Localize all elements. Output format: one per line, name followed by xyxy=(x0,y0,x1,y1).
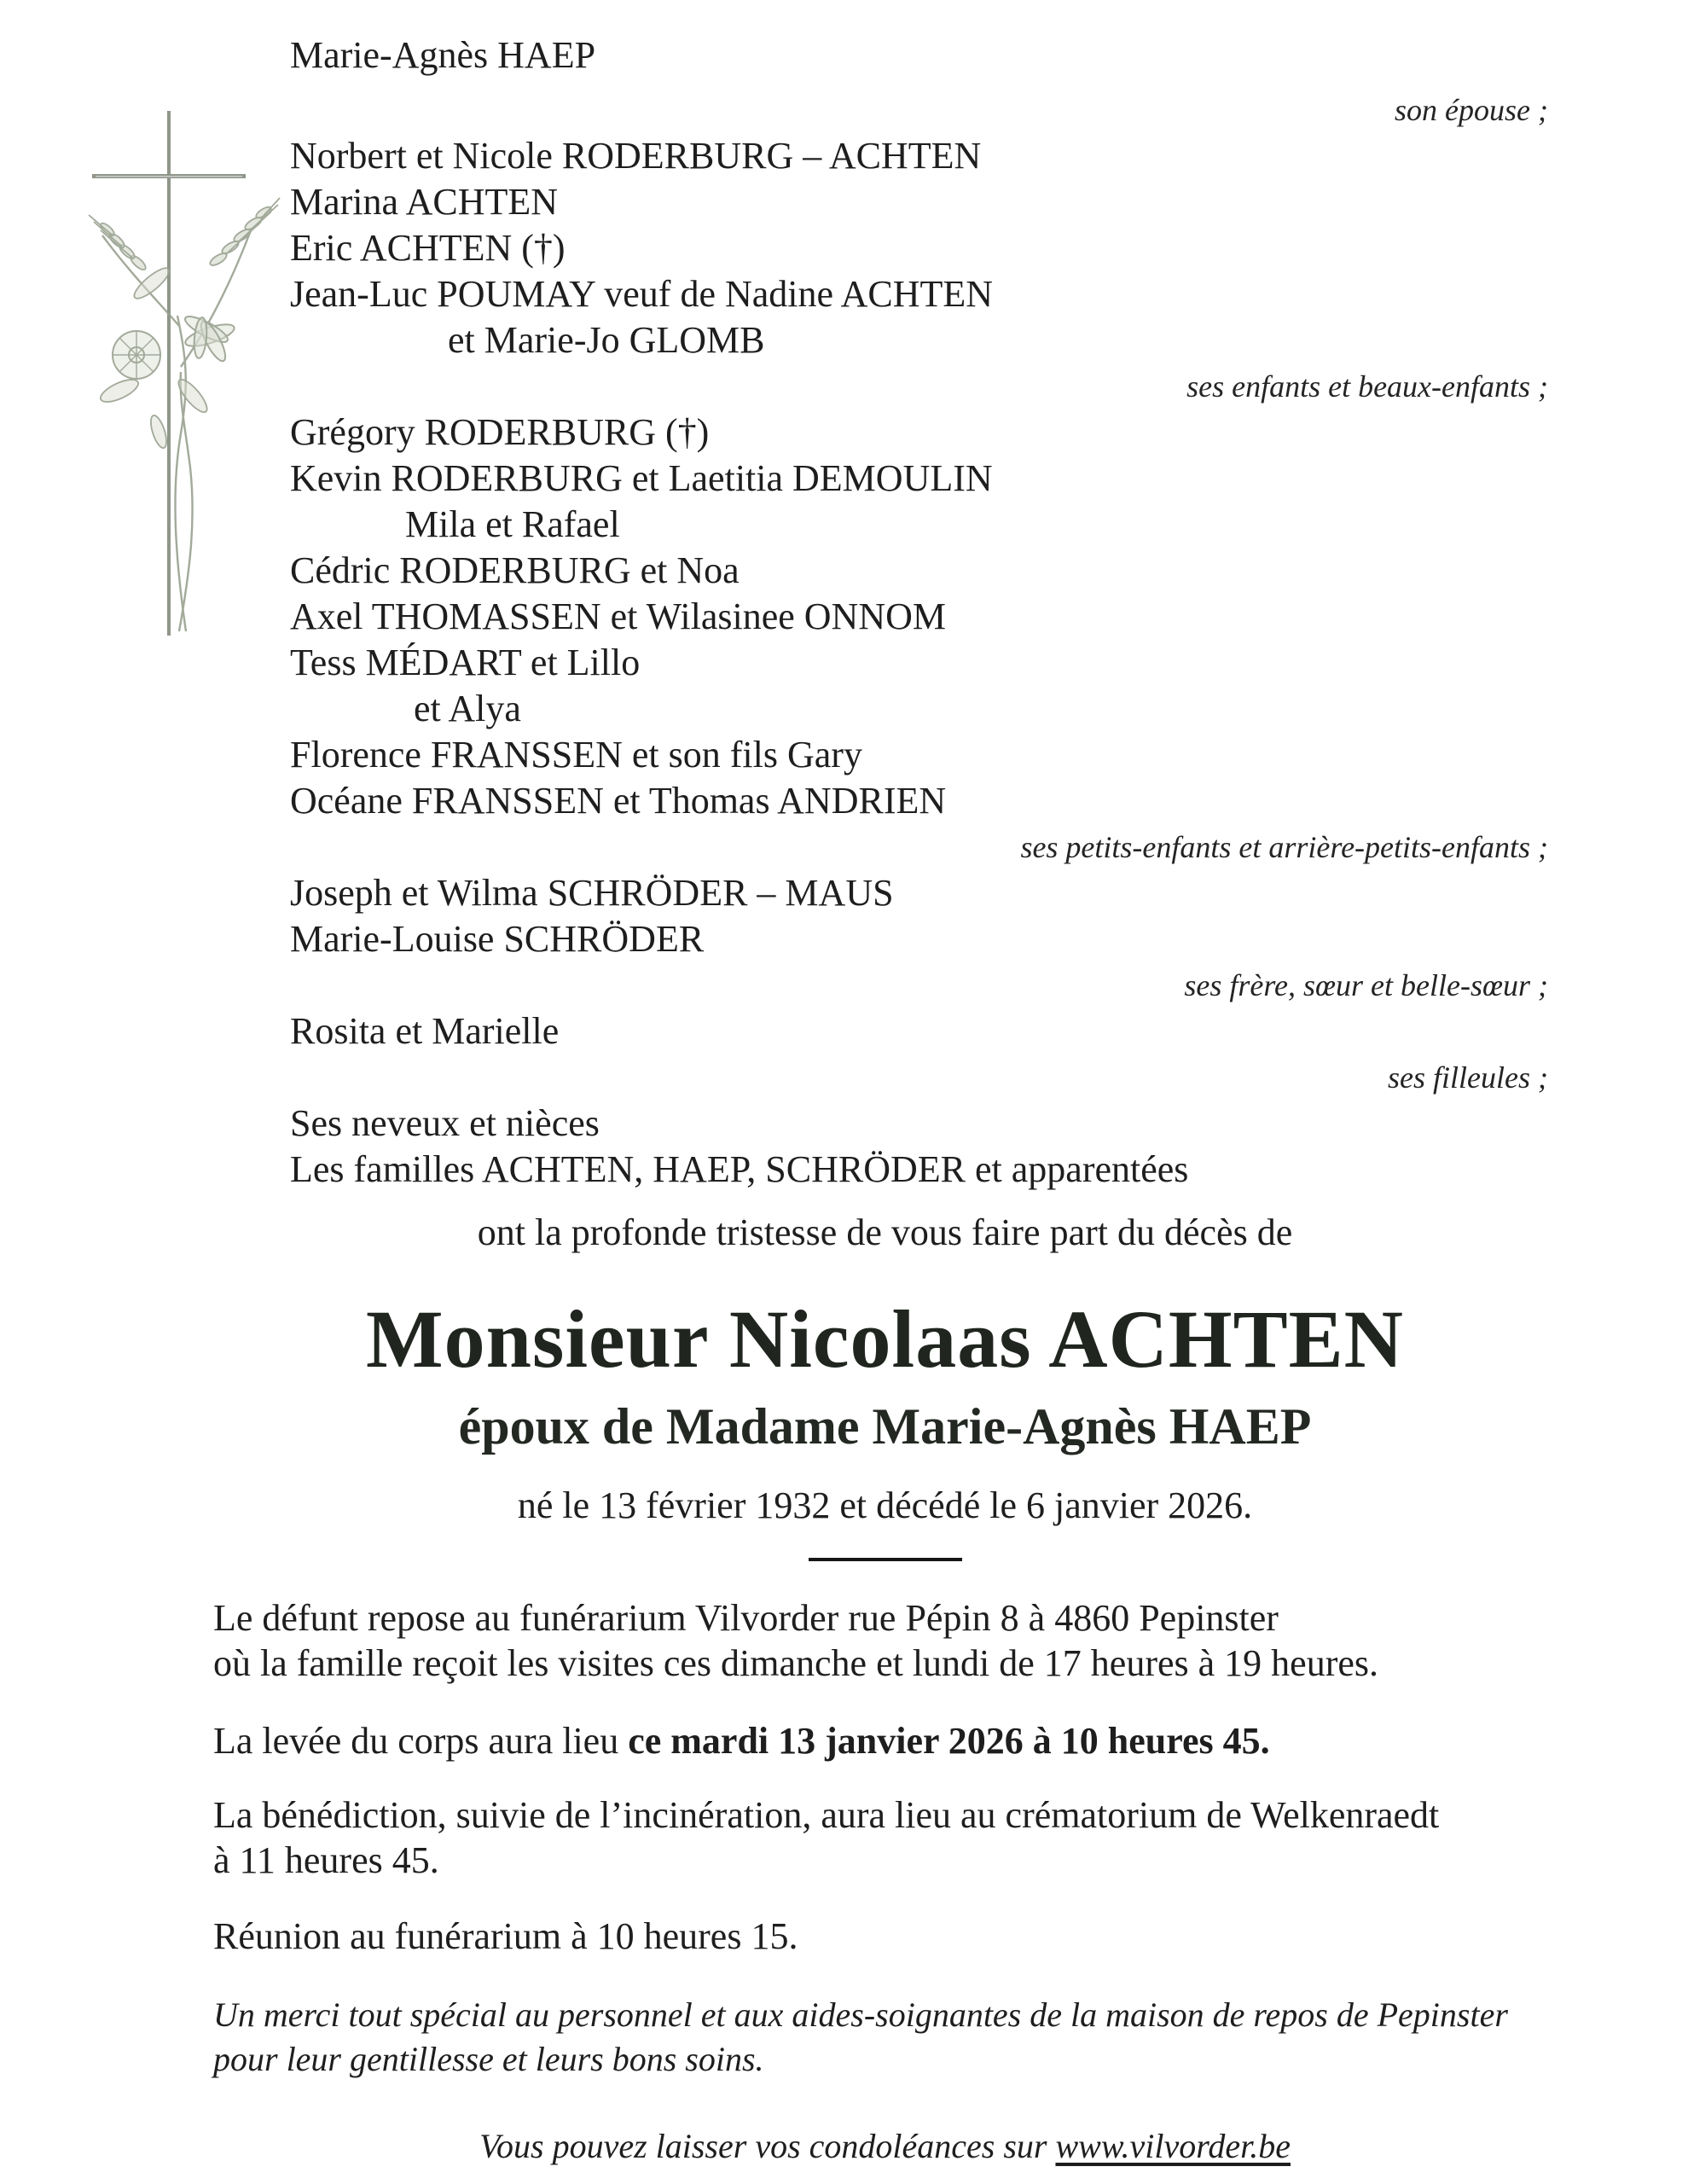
benediction-paragraph xyxy=(213,1792,1557,1883)
relation-label-children: ses enfants et beaux-enfants ; xyxy=(1186,369,1548,404)
mourner-line: Grégory RODERBURG (†) xyxy=(290,411,710,453)
relation-label-spouse: son épouse ; xyxy=(1395,93,1548,127)
mourner-line: Axel THOMASSEN et Wilasinee ONNOM xyxy=(290,595,946,637)
repose-paragraph xyxy=(213,1595,1557,1686)
condolences-website-url: www.vilvorder.be xyxy=(1055,2127,1291,2165)
relation-label-grandchildren: ses petits-enfants et arrière-petits-enfants ; xyxy=(1020,830,1548,864)
mourner-line: Cédric RODERBURG et Noa xyxy=(290,549,740,591)
mourner-line: Les familles ACHTEN, HAEP, SCHRÖDER et apparentées xyxy=(290,1148,1189,1190)
repose-line-2: où la famille reçoit les visites ces dimanche et lundi de 17 heures à 19 heures. xyxy=(213,1642,1378,1684)
condolences-text: Vous pouvez laisser vos condoléances sur xyxy=(479,2127,1056,2165)
levee-text: La levée du corps aura lieu xyxy=(213,1720,629,1762)
mourner-line: Eric ACHTEN (†) xyxy=(290,227,566,269)
deceased-subtitle: époux de Madame Marie-Agnès HAEP xyxy=(458,1398,1312,1455)
mourner-line: Norbert et Nicole RODERBURG – ACHTEN xyxy=(290,135,982,177)
thanks-line-2: pour leur gentillesse et leurs bons soins. xyxy=(213,2040,764,2078)
deceased-life-dates: né le 13 février 1932 et décédé le 6 janvier 2026. xyxy=(517,1484,1253,1526)
mourner-line: Marina ACHTEN xyxy=(290,181,559,223)
notice-content xyxy=(213,32,1557,2169)
mourner-line: Marie-Agnès HAEP xyxy=(290,34,596,76)
mourner-line: Florence FRANSSEN et son fils Gary xyxy=(290,734,862,775)
benediction-line-2: à 11 heures 45. xyxy=(213,1839,439,1881)
mourner-line: Rosita et Marielle xyxy=(290,1010,560,1052)
repose-line-1: Le défunt repose au funérarium Vilvorder rue Pépin 8 à 4860 Pepinster xyxy=(213,1597,1279,1639)
mourner-line: et Alya xyxy=(414,688,521,729)
mourner-line: Mila et Rafael xyxy=(405,503,620,545)
deceased-name-title: Monsieur Nicolaas ACHTEN xyxy=(366,1293,1404,1385)
round-flower xyxy=(113,331,160,379)
thanks-paragraph xyxy=(213,1993,1557,2082)
announcement-line: ont la profonde tristesse de vous faire part du décès de xyxy=(477,1211,1293,1253)
mourner-line: Joseph et Wilma SCHRÖDER – MAUS xyxy=(290,872,894,914)
mourner-line: Tess MÉDART et Lillo xyxy=(290,642,641,683)
mourner-line: Marie-Louise SCHRÖDER xyxy=(290,918,705,960)
reunion-paragraph: Réunion au funérarium à 10 heures 15. xyxy=(213,1915,798,1957)
benediction-line-1: La bénédiction, suivie de l’incinération, aura lieu au crématorium de Welkenraedt xyxy=(213,1794,1440,1836)
mourner-line: Ses neveux et nièces xyxy=(290,1102,600,1144)
separator-rule xyxy=(809,1558,962,1561)
thanks-line-1: Un merci tout spécial au personnel et aux aides-soignantes de la maison de repos de Pepinster xyxy=(213,1995,1508,2034)
mourner-line: Jean-Luc POUMAY veuf de Nadine ACHTEN xyxy=(290,273,994,315)
mourner-line: Kevin RODERBURG et Laetitia DEMOULIN xyxy=(290,457,993,499)
condolences-line xyxy=(213,2124,1557,2169)
wheat-ear-left xyxy=(89,215,148,272)
relation-label-siblings: ses frère, sœur et belle-sœur ; xyxy=(1184,968,1548,1002)
mourner-line: Océane FRANSSEN et Thomas ANDRIEN xyxy=(290,780,947,822)
mourner-line: et Marie-Jo GLOMB xyxy=(448,319,765,361)
relation-label-goddaughters: ses filleules ; xyxy=(1388,1060,1548,1095)
levee-paragraph xyxy=(213,1718,1557,1763)
levee-datetime-bold: ce mardi 13 janvier 2026 à 10 heures 45. xyxy=(628,1720,1270,1762)
